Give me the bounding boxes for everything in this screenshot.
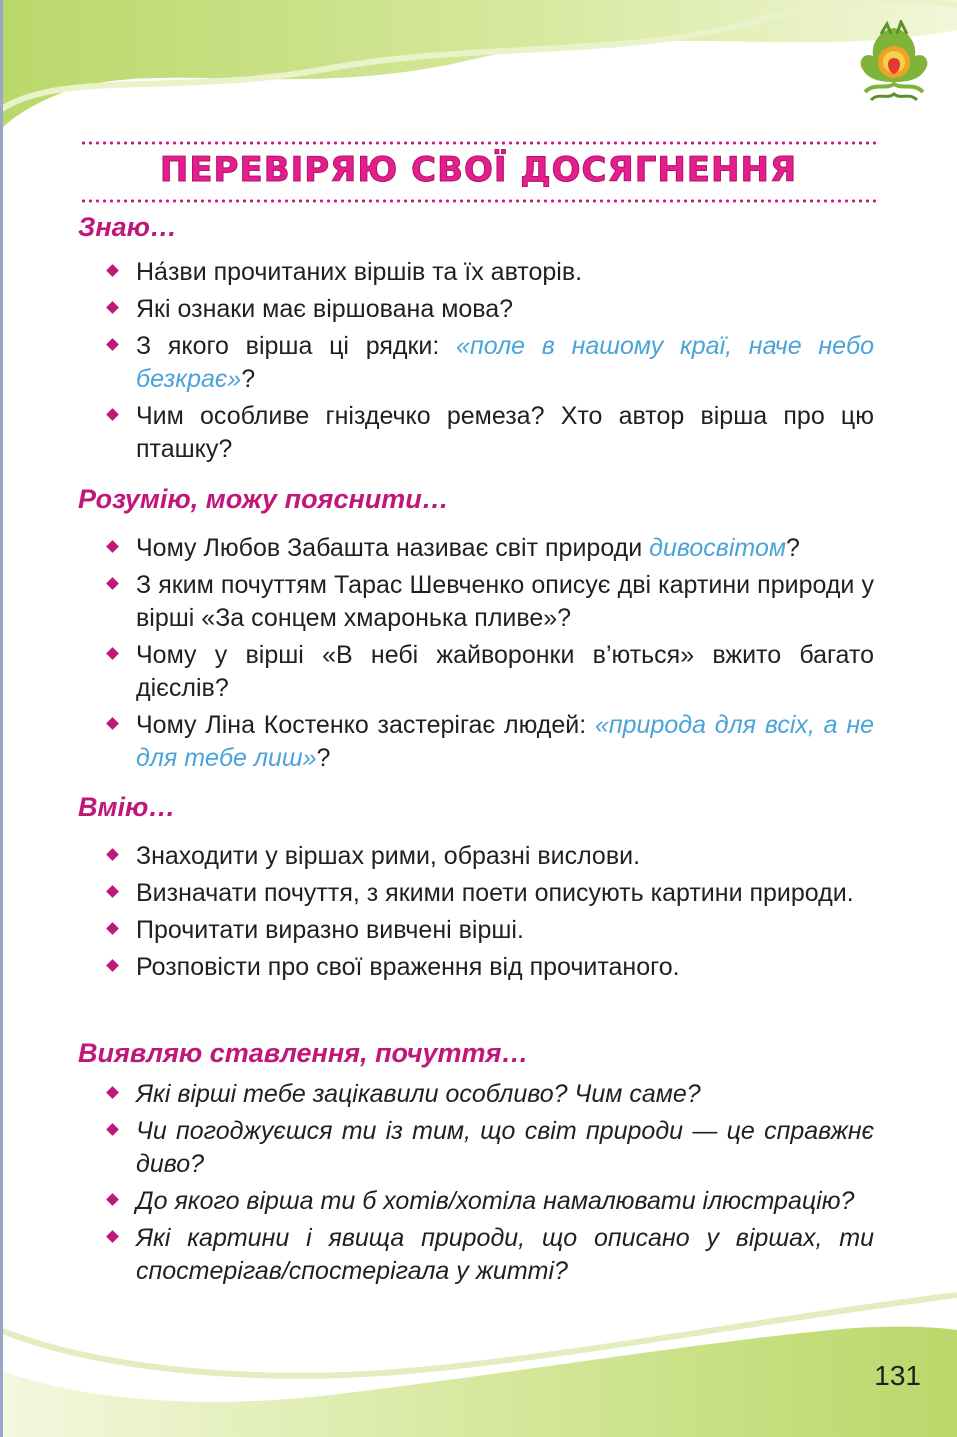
section-heading-know: Знаю… — [78, 212, 178, 242]
section-list-understand — [108, 532, 874, 779]
page-number: 131 — [874, 1360, 921, 1391]
diamond-bullet-icon — [106, 540, 119, 553]
diamond-bullet-icon — [106, 848, 119, 861]
quoted-text: дивосвітом — [649, 534, 786, 562]
diamond-bullet-icon — [106, 408, 119, 421]
section-heading-attitude: Виявляю ставлення, почуття… — [78, 1038, 529, 1068]
diamond-bullet-icon — [106, 922, 119, 935]
section-heading-understand: Розумію, можу пояснити… — [78, 484, 449, 514]
diamond-bullet-icon — [106, 885, 119, 898]
title-dotted-rule-bottom — [80, 198, 880, 204]
list-item: Чим особливе гніздечко ремеза? Хто автор вірша про цю пташку? — [108, 400, 874, 466]
list-item: Чому Любов Забашта називає світ природи дивосвітом? — [108, 532, 874, 565]
title-dotted-rule-top — [80, 140, 880, 146]
list-item: Розповісти про свої враження від прочитаного. — [108, 951, 874, 984]
folk-flower-ornament-icon — [851, 20, 937, 110]
page-title: ПЕРЕВІРЯЮ СВОЇ ДОСЯГНЕННЯ — [159, 150, 798, 190]
quoted-text: «природа для всіх, а не для тебе лиш» — [136, 711, 874, 772]
diamond-bullet-icon — [106, 959, 119, 972]
diamond-bullet-icon — [106, 1193, 119, 1206]
section-heading-can-do: Вмію… — [78, 792, 176, 822]
list-item: Прочитати виразно вивчені вірші. — [108, 914, 874, 947]
diamond-bullet-icon — [106, 338, 119, 351]
list-item: До якого вірша ти б хотів/хотіла намалювати ілюстрацію? — [108, 1185, 874, 1218]
list-item: Які картини і явища природи, що описано у віршах, ти спостерігав/спостерігала у житті? — [108, 1222, 874, 1288]
diamond-bullet-icon — [106, 1123, 119, 1136]
list-item: Чому Ліна Костенко застерігає людей: «природа для всіх, а не для тебе лиш»? — [108, 709, 874, 775]
section-list-attitude — [108, 1078, 874, 1292]
list-item: З якого вірша ці рядки: «поле в нашому краї, наче небо безкрає»? — [108, 330, 874, 396]
diamond-bullet-icon — [106, 1086, 119, 1099]
list-item: Знаходити у віршах рими, образні вислови. — [108, 840, 874, 873]
diamond-bullet-icon — [106, 264, 119, 277]
list-item: Визначати почуття, з якими поети описують картини природи. — [108, 877, 874, 910]
diamond-bullet-icon — [106, 577, 119, 590]
list-item: Чи погоджуєшся ти із тим, що світ природи — це справжнє диво? — [108, 1115, 874, 1181]
diamond-bullet-icon — [106, 1230, 119, 1243]
diamond-bullet-icon — [106, 647, 119, 660]
list-item: З яким почуттям Тарас Шевченко описує дві картини природи у вірші «За сонцем хмаронька пливе»? — [108, 569, 874, 635]
diamond-bullet-icon — [106, 301, 119, 314]
section-list-can-do — [108, 840, 874, 988]
list-item: Чому у вірші «В небі жайворонки в’ються» вжито багато дієслів? — [108, 639, 874, 705]
list-item: Які вірші тебе зацікавили особливо? Чим саме? — [108, 1078, 874, 1111]
section-list-know — [108, 256, 874, 470]
quoted-text: «поле в нашому краї, наче небо безкрає» — [136, 332, 874, 393]
list-item: На́зви прочитаних віршів та їх авторів. — [108, 256, 874, 289]
list-item: Які ознаки має віршована мова? — [108, 293, 874, 326]
diamond-bullet-icon — [106, 717, 119, 730]
